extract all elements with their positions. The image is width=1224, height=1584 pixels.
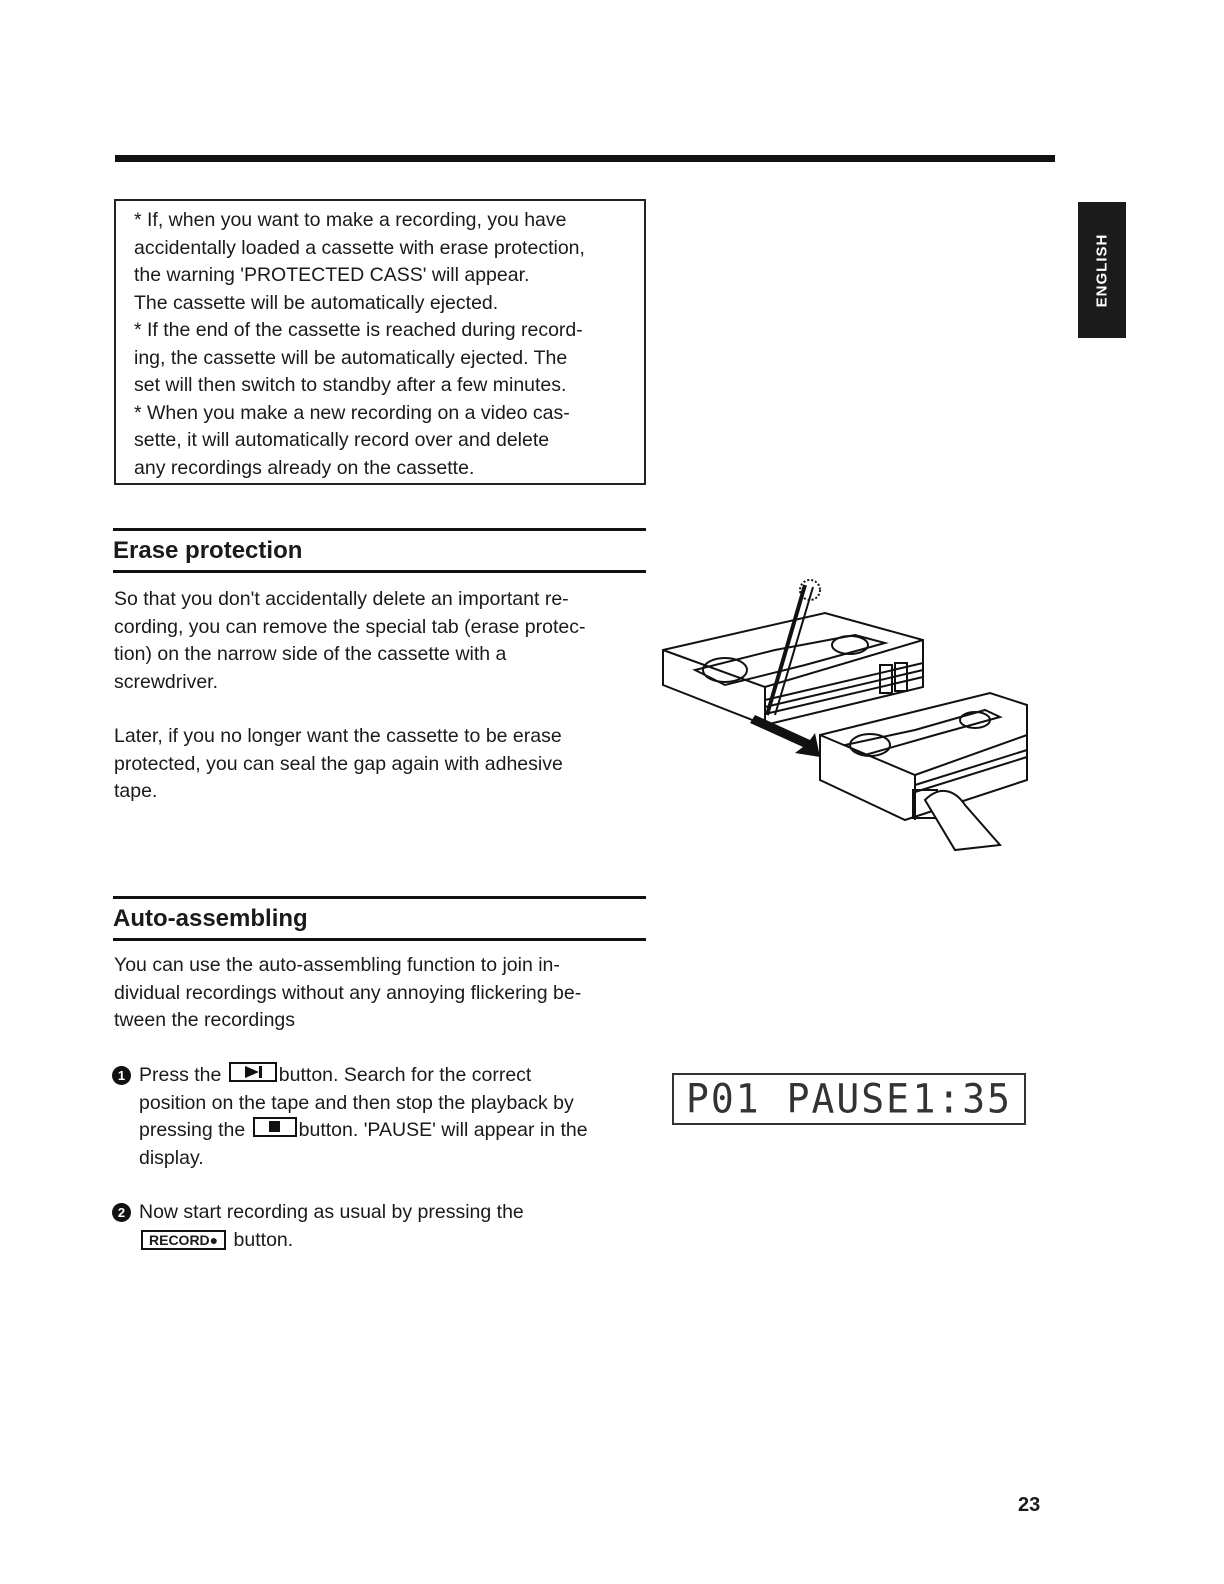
- text-fragment: pressing the: [139, 1119, 246, 1141]
- text-line: dividual recordings without any annoying flickering be-: [114, 981, 582, 1004]
- text-line: So that you don't accidentally delete an important re-: [114, 588, 569, 610]
- record-key: RECORD●: [141, 1230, 226, 1250]
- auto-intro: [114, 952, 639, 1035]
- text-fragment: button. Search for the correct: [278, 1064, 532, 1086]
- step-number: 1: [112, 1066, 131, 1085]
- note-line: sette, it will automatically record over and delete: [134, 429, 550, 451]
- text-line: [139, 1062, 642, 1090]
- note-line: * When you make a new recording on a video cas-: [134, 401, 570, 424]
- page-number: 23: [1018, 1494, 1041, 1516]
- play-key-icon: [229, 1062, 277, 1082]
- step-number: 2: [112, 1203, 131, 1222]
- note-line: the warning 'PROTECTED CASS' will appear.: [134, 264, 530, 286]
- note-line: * If, when you want to make a recording, you have: [134, 209, 567, 231]
- text-line: tape.: [114, 780, 158, 802]
- step-2: [112, 1199, 642, 1254]
- text-line: Later, if you no longer want the cassette to be erase: [114, 725, 562, 747]
- display-channel: P01: [686, 1075, 761, 1123]
- text-line: tween the recordings: [114, 1009, 296, 1031]
- erase-paragraph-2: [114, 723, 639, 806]
- text-fragment: button.: [233, 1228, 294, 1251]
- text-line: [139, 1227, 642, 1255]
- note-line: accidentally loaded a cassette with erase protection,: [134, 236, 585, 259]
- step-1: [112, 1062, 642, 1172]
- text-line: cording, you can remove the special tab (erase protec-: [114, 615, 586, 638]
- text-line: display.: [139, 1146, 204, 1169]
- note-line: set will then switch to standby after a few minutes.: [134, 374, 567, 396]
- note-line: ing, the cassette will be automatically ejected. The: [134, 346, 568, 369]
- text-line: tion) on the narrow side of the cassette with a: [114, 643, 507, 665]
- display-time: 1:35: [912, 1075, 1012, 1123]
- erase-protection-heading: Erase protection: [113, 528, 646, 573]
- note-line: any recordings already on the cassette.: [134, 456, 475, 479]
- text-line: screwdriver.: [114, 670, 219, 693]
- text-fragment: button. 'PAUSE' will appear in the: [298, 1119, 588, 1141]
- note-line: The cassette will be automatically ejected.: [134, 291, 499, 314]
- note-line: * If the end of the cassette is reached during record-: [134, 319, 583, 341]
- display-status: PAUSE: [786, 1075, 912, 1123]
- language-tab-label: ENGLISH: [1093, 233, 1111, 307]
- text-line: You can use the auto-assembling function to join in-: [114, 954, 560, 976]
- text-line: Now start recording as usual by pressing the: [139, 1201, 524, 1223]
- auto-assembling-heading: Auto-assembling: [113, 896, 646, 941]
- text-line: position on the tape and then stop the playback by: [139, 1091, 574, 1114]
- erase-paragraph-1: [114, 586, 639, 696]
- vcr-display: [672, 1073, 1026, 1125]
- cassette-illustration: [655, 575, 1030, 855]
- text-line: [139, 1117, 642, 1145]
- note-box: [114, 199, 646, 485]
- language-tab: [1078, 202, 1126, 338]
- text-fragment: Press the: [139, 1064, 222, 1086]
- text-line: protected, you can seal the gap again with adhesive: [114, 752, 563, 775]
- top-rule: [115, 155, 1055, 162]
- stop-key-icon: [253, 1117, 297, 1137]
